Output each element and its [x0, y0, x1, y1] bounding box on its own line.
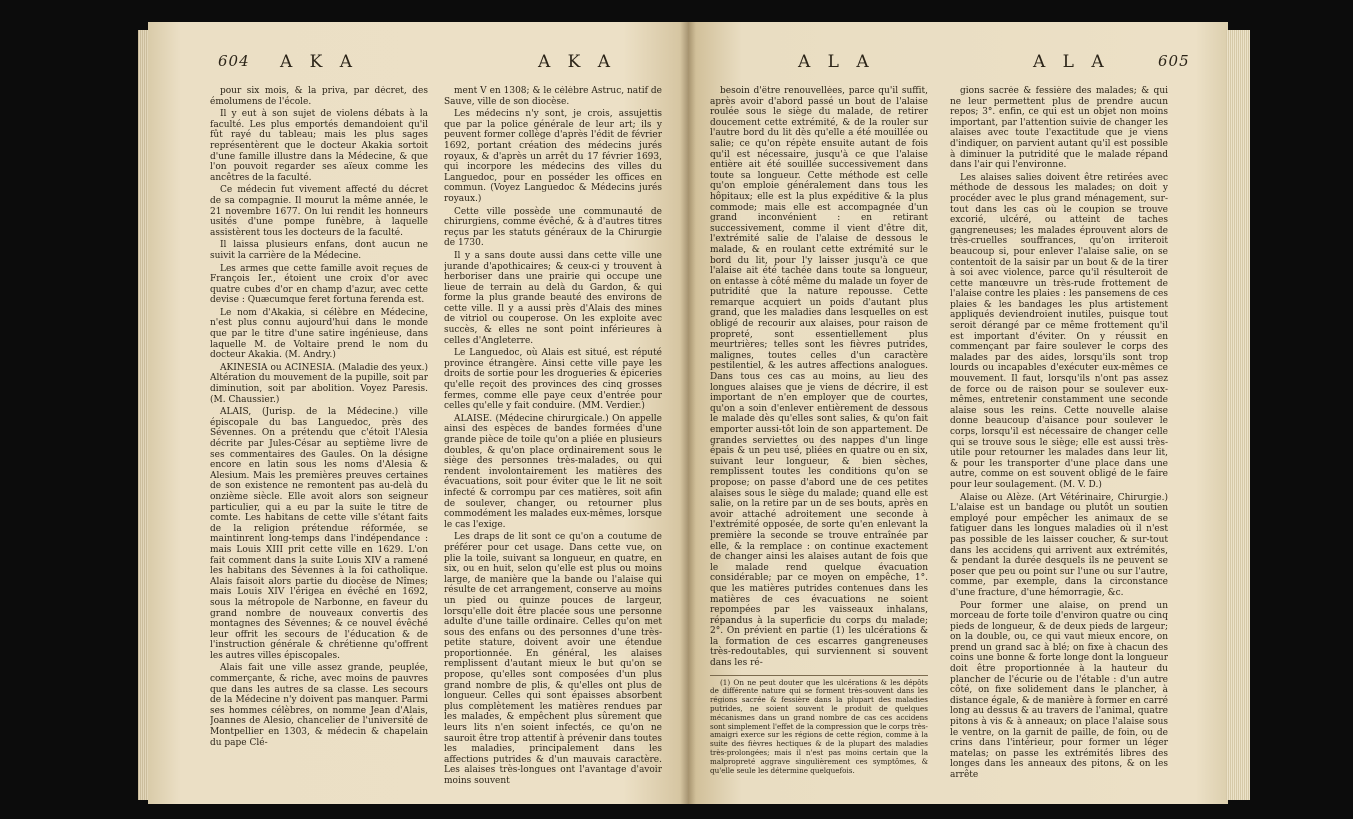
paragraph: ALAISE. (Médecine chirurgicale.) On appelle ainsi des espèces de bandes formées d'une grande pièce de toile qu'on a pliée en plusieurs doubles, & qu'on place ordinairement sous le siège des personnes très-malades, ou qui rendent involontairement les matières des évacuations, soit pour éviter que le lit ne soit infecté & corrompu par ces matières, soit afin de soulever, changer, ou retourner plus commodément les malades eux-mêmes, lorsque le cas l'exige.	[444, 413, 662, 530]
paragraph: gions sacrée & fessière des malades; & qui ne leur permettent plus de prendre aucun repos; 3°. enfin, ce qui est un objet non moins important, par l'attention suivie de changer les alaises avec toute l'exactitude que je viens d'indiquer, on parvient autant qu'il est possible à diminuer la putridité que le malade répand dans l'air qui l'environne.	[950, 86, 1168, 171]
paragraph: Les alaises salies doivent être retirées avec méthode de dessous les malades; on doit y procéder avec le plus grand ménagement, sur-tout dans les cas où le coupion se trouve excorié, ulcéré, ou atteint de taches gangreneuses; les malades éprouvent alors de très-cruelles souffrances, qu'on irriteroit beaucoup si, pour enlever l'alaise salie, on se contentoit de la saisir par un bout & de la tirer à soi avec violence, parce qu'il résulteroit de cette manœuvre un très-rude frottement de l'alaise contre les plaies : les pansemens de ces plaies & les bandages les plus artistement appliqués deviendroient inutiles, puisque tout seroit dérangé par ce même frottement qu'il est important d'éviter. On y réussit en commençant par faire soulever le corps des malades par des aides, lorsqu'ils sont trop lourds ou incapables d'exécuter eux-mêmes ce mouvement. Il faut, lorsqu'ils n'ont pas assez de force ou de raison pour se soulever eux-mêmes, entretenir constamment une seconde alaise sous les reins. Cette nouvelle alaise donne beaucoup d'aisance pour soulever le corps, lorsqu'il est nécessaire de changer celle qui se trouve sous le siège; elle est aussi très-utile pour retourner les malades dans leur lit, & pour les transporter d'une place dans une autre, comme on est souvent obligé de le faire pour leur soulagement. (M. V. D.)	[950, 172, 1168, 490]
book-gutter	[680, 22, 696, 804]
paragraph: ment V en 1308; & le célèbre Astruc, natif de Sauve, ville de son diocèse.	[444, 86, 662, 107]
paragraph: Il y a sans doute aussi dans cette ville une jurande d'apothicaires; & ceux-ci y trouvent à herboriser dans une prairie qui occupe une lieue de terrain au delà du Gardon, & qui forme la plus grande beauté des environs de cette ville. Il y a aussi près d'Alais des mines de vitriol ou couperose. On les exploite avec succès, & elles ne sont point inférieures à celles d'Angleterre.	[444, 250, 662, 346]
right-running-head-1: A L A	[798, 52, 875, 72]
paragraph: AKINESIA ou ACINESIA. (Maladie des yeux.) Altération du mouvement de la pupille, soit par diminution, soit par abolition. Voyez Paresis. (M. Chaussier.)	[210, 362, 428, 405]
left-running-head-2: A K A	[538, 52, 617, 72]
right-page	[688, 22, 1228, 804]
paragraph: Alaise ou Alèze. (Art Vétérinaire, Chirurgie.) L'alaise est un bandage ou plutôt un soutien employé pour empêcher les animaux de se fatiguer dans les longues maladies où il n'est pas possible de les laisser coucher, & sur-tout dans les accidens qui arrivent aux extrémités, & pendant la durée desquels ils ne peuvent se poser que peu ou point sur l'une ou sur l'autre, comme, par exemple, dans la circonstance d'une fracture, d'une hémorragie, &c.	[950, 492, 1168, 598]
paragraph: besoin d'être renouvellées, parce qu'il suffit, après avoir d'abord passé un bout de l'alaise roulée sous le siège du malade, de retirer doucement cette extrémité, & de la rouler sur l'autre bord du lit dès qu'elle a été mouillée ou salie; ce qu'on répète ensuite autant de fois qu'il est nécessaire, jusqu'à ce que l'alaise entière ait été souillée successivement dans toute sa longueur. Cette méthode est celle qu'on emploie généralement dans tous les hôpitaux; elle est la plus expéditive & la plus commode; mais elle est accompagnée d'un grand inconvénient : en retirant successivement, comme il vient d'être dit, l'extrémité salie de l'alaise de dessous le malade, & en roulant cette extrémité sur le bord du lit, pour l'y laisser jusqu'à ce que l'alaise ait été tachée dans toute sa longueur, on entasse à côté même du malade un foyer de putridité que la nature repousse. Cette remarque acquiert un poids d'autant plus grand, que les maladies dans lesquelles on est obligé de recourir aux alaises, pour raison de propreté, sont essentiellement plus meurtrières; telles sont les fièvres putrides, malignes, toutes celles d'un caractère pestilentiel, & les autres affections analogues. Dans tous ces cas au moins, au lieu des longues alaises que je viens de décrire, il est important de n'en employer que de courtes, qu'on a soin d'enlever entièrement de dessous le malade dès qu'elles sont salies, & qu'on fait emporter aussi-tôt loin de son appartement. De grandes serviettes ou des nappes d'un linge épais & un peu usé, pliées en quatre ou en six, suivant leur longueur, & bien sèches, remplissent toutes les conditions qu'on se propose; on passe d'abord une de ces petites alaises sous le siège du malade; quand elle est salie, on la retire par un de ses bouts, après en avoir attaché adroitement une seconde à l'extrémité opposée, de sorte qu'en enlevant la première la seconde se trouve entraînée par elle, & la remplace : on continue exactement de changer ainsi les alaises autant de fois que le malade rend quelque évacuation considérable; par ce moyen on empêche, 1°. que les matières putrides contenues dans les matières de ces évacuations ne soient repompées par les vaisseaux inhalans, répandus à la superficie du corps du malade; 2°. On prévient en partie (1) les ulcérations & la formation de ces escarres gangreneuses très-redoutables, qui surviennent si souvent dans les ré-	[710, 86, 928, 669]
book-edge-right	[1226, 30, 1250, 800]
paragraph: pour six mois, & la priva, par décret, des émolumens de l'école.	[210, 86, 428, 107]
paragraph: Il laissa plusieurs enfans, dont aucun ne suivit la carrière de la Médecine.	[210, 240, 428, 261]
left-page-number: 604	[218, 52, 250, 70]
right-page-header	[688, 52, 1228, 80]
right-column-2	[950, 86, 1168, 786]
paragraph: Pour former une alaise, on prend un morceau de forte toile d'environ quatre ou cinq pieds de longueur, & de deux pieds de largeur; on la double, ou, ce qui vaut mieux encore, on prend un grand sac à blé; on fixe à chacun des coins une bonne & forte longe dont la longueur doit être proportionnée à la hauteur du plancher de l'écurie ou de l'étable : d'un autre côté, on fixe solidement dans le plancher, à distance égale, & de manière à former en carré long au dessus & au travers de l'animal, quatre pitons à vis & à anneaux; on place l'alaise sous le ventre, on la garnit de paille, de foin, ou de crins dans l'intérieur, pour former un léger matelas; on passe les extrémités libres des longes dans les anneaux des pitons, & on les arrête	[950, 600, 1168, 780]
left-running-head-1: A K A	[280, 52, 359, 72]
open-book	[148, 22, 1228, 804]
paragraph: Le Languedoc, où Alais est situé, est réputé province étrangère. Ainsi cette ville paye les droits de sortie pour les drogueries & épiceries qu'elle reçoit des provinces des cinq grosses fermes, comme elle paye ceux d'entrée pour celles qu'elle y fait conduire. (MM. Verdier.)	[444, 348, 662, 412]
left-column-1	[210, 86, 428, 786]
paragraph: Il y eut à son sujet de violens débats à la faculté. Les plus emportés demandoient qu'il fût rayé du tableau; mais les plus sages représentèrent que le docteur Akakia sortoit d'une famille illustre dans la Médecine, & que l'on pouvoit regarder ses aïeux comme les ancêtres de la faculté.	[210, 109, 428, 183]
left-column-2	[444, 86, 662, 786]
right-page-number: 605	[1158, 52, 1190, 70]
left-page-header	[148, 52, 688, 80]
footnote: (1) On ne peut douter que les ulcérations & les dépôts de différente nature qui se forment très-souvent dans les régions sacrée & fessière dans la plupart des maladies putrides, ne soient souvent le produit de quelques mécanismes dans un grand nombre de cas ces accidens sont simplement l'effet de la compression que le corps très-amaigri exerce sur les régions de cette région, comme à la suite des fièvres hectiques & de la plupart des maladies très-prolongées; mais il n'est pas moins certain que la malpropreté aggrave singulièrement ces symptômes, & qu'elle seule les détermine quelquefois.	[710, 675, 928, 776]
left-page	[148, 22, 688, 804]
paragraph: Le nom d'Akakia, si célèbre en Médecine, n'est plus connu aujourd'hui dans le monde que par le titre d'une satire ingénieuse, dans laquelle M. de Voltaire prend le nom du docteur Akakia. (M. Andry.)	[210, 307, 428, 361]
right-running-head-2: A L A	[1033, 52, 1110, 72]
paragraph: ALAIS, (Jurisp. de la Médecine.) ville épiscopale du bas Languedoc, près des Sévennes. On a prétendu que c'étoit l'Alesia décrite par Jules-César au septième livre de ses commentaires des Gaules. On la désigne encore en latin sous les noms d'Alesia & Alesium. Mais les premières preuves certaines de son existence ne remontent pas au-delà du onzième siècle. Elle avoit alors son seigneur particulier, qui a eu par la suite le titre de comte. Les habitans de cette ville s'étant faits de la religion prétendue réformée, se maintinrent long-temps dans l'indépendance : mais Louis XIII prit cette ville en 1629. L'on fait comment dans la suite Louis XIV a ramené les habitans des Sévennes à la foi catholique. Alais faisoit alors partie du diocèse de Nîmes; mais Louis XIV l'érigea en évêché en 1692, sous la métropole de Narbonne, en faveur du grand nombre de nouveaux convertis des montagnes des Sévennes; & ce nouvel évêché leur offrit les secours de l'éducation & de l'instruction générale & chrétienne qu'offrent les autres villes épiscopales.	[210, 407, 428, 661]
paragraph: Alais fait une ville assez grande, peuplée, commerçante, & riche, avec moins de pauvres que dans les autres de sa classe. Les secours de la Médecine n'y doivent pas manquer. Parmi ses hommes célèbres, on nomme Jean d'Alais, Joannes de Alesio, chancelier de l'université de Montpellier en 1303, & médecin & chapelain du pape Clé-	[210, 663, 428, 748]
paragraph: Les draps de lit sont ce qu'on a coutume de préférer pour cet usage. Dans cette vue, on plie la toile, suivant sa longueur, en quatre, en six, ou en huit, selon qu'elle est plus ou moins large, de manière que la bande ou l'alaise qui résulte de cet arrangement, conserve au moins un pied ou quinze pouces de largeur, lorsqu'elle doit être placée sous une personne adulte d'une taille ordinaire. Celles qu'on met sous des enfans ou des personnes d'une très-petite stature, doivent avoir une étendue proportionnée. En général, les alaises remplissent d'autant mieux le but qu'on se propose, qu'elles sont composées d'un plus grand nombre de plis, & qu'elles ont plus de longueur. Celles qui sont épaisses absorbent plus complètement les matières rendues par les malades, & empêchent plus sûrement que leurs lits n'en soient infectés, ce qu'on ne sauroit être trop attentif à prévenir dans toutes les maladies, principalement dans les affections putrides & d'un mauvais caractère. Les alaises très-longues ont l'avantage d'avoir moins souvent	[444, 532, 662, 786]
paragraph: Les armes que cette famille avoit reçues de François Ier., étoient une croix d'or avec quatre cubes d'or en champ d'azur, avec cette devise : Quæcumque feret fortuna ferenda est.	[210, 263, 428, 306]
right-column-1	[710, 86, 928, 786]
paragraph: Cette ville possède une communauté de chirurgiens, comme évêché, & à d'autres titres reçus par les statuts généraux de la Chirurgie de 1730.	[444, 206, 662, 249]
paragraph: Les médecins n'y sont, je crois, assujettis que par la police générale de leur art; ils y peuvent former collège d'après l'édit de février 1692, portant création des médecins jurés royaux, & d'après un arrêt du 17 février 1693, qui incorpore les médecins des villes du Languedoc, pour en posséder les offices en commun. (Voyez Languedoc & Médecins jurés royaux.)	[444, 109, 662, 204]
paragraph: Ce médecin fut vivement affecté du décret de sa compagnie. Il mourut la même année, le 21 novembre 1677. On lui rendit les honneurs usités d'une pompe funèbre, à laquelle assistèrent tous les docteurs de la faculté.	[210, 185, 428, 238]
